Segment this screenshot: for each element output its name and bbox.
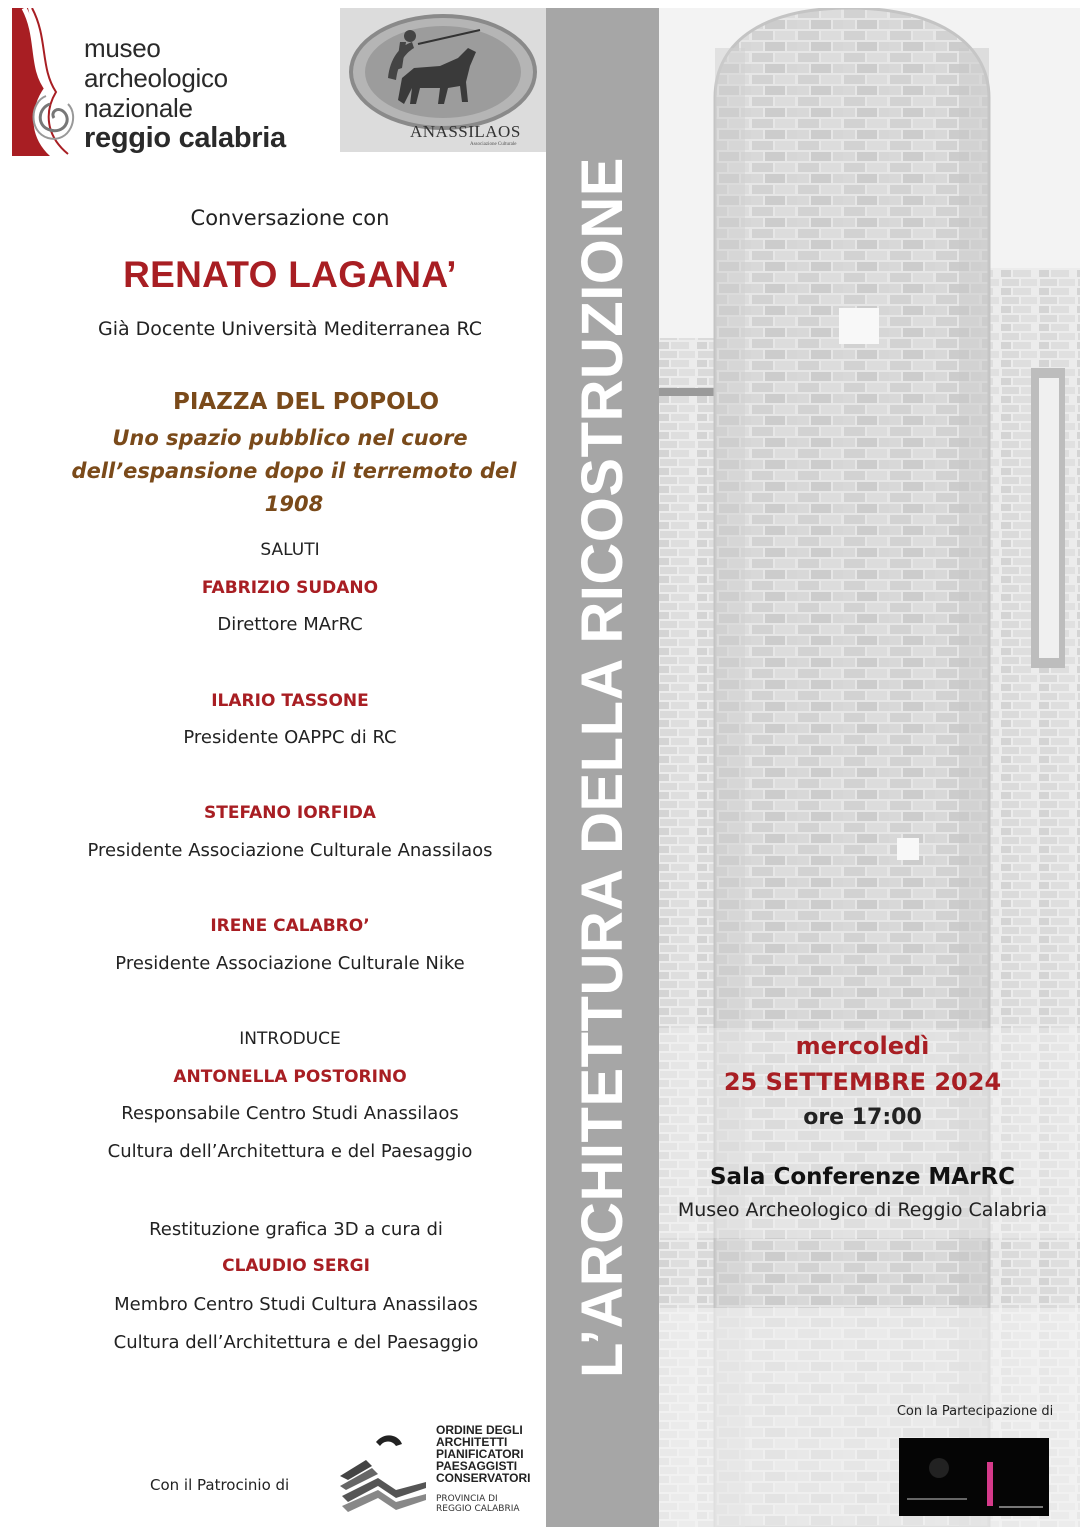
anassilaos-sub: Associazione Culturale <box>470 142 517 147</box>
graphics-author-role-1: Membro Centro Studi Cultura Anassilaos <box>114 1294 478 1315</box>
order-line: PAESAGGISTI <box>436 1459 518 1473</box>
patronage-label: Con il Patrocinio di <box>150 1476 290 1494</box>
introducer-role-1: Responsabile Centro Studi Anassilaos <box>121 1103 459 1124</box>
order-line: ORDINE DEGLI <box>436 1423 523 1437</box>
architects-order-logo-icon <box>336 1432 432 1516</box>
speaker-name: RENATO LAGANA’ <box>123 254 457 295</box>
order-line: ARCHITETTI <box>436 1435 508 1449</box>
order-line: CONSERVATORI <box>436 1471 531 1485</box>
greeting-person-role: Direttore MArRC <box>217 614 363 635</box>
anassilaos-logo <box>340 8 546 152</box>
order-sub-line: PROVINCIA DI <box>436 1494 498 1504</box>
architects-order-province <box>436 1494 520 1514</box>
introduction-label: INTRODUCE <box>239 1029 341 1049</box>
event-time: ore 17:00 <box>803 1105 922 1130</box>
order-sub-line: REGGIO CALABRIA <box>436 1504 520 1514</box>
museum-logo-text <box>84 33 286 153</box>
greeting-person-role: Presidente OAPPC di RC <box>183 727 397 748</box>
introducer-role-2: Cultura dell’Architettura e del Paesaggio <box>107 1141 473 1162</box>
graphics-label: Restituzione grafica 3D a cura di <box>149 1219 443 1240</box>
greeting-person-role: Presidente Associazione Culturale Nike <box>115 953 465 974</box>
stone-tower-image <box>659 8 1080 1527</box>
greeting-person-name: STEFANO IORFIDA <box>204 803 376 823</box>
greeting-person-role: Presidente Associazione Culturale Anassilaos <box>87 840 493 861</box>
topic-subtitle-2: dell’espansione dopo il terremoto del 1908 <box>71 459 517 516</box>
participation-label: Con la Partecipazione di <box>896 1404 1054 1419</box>
architects-order-name <box>436 1424 530 1484</box>
greeting-person-name: FABRIZIO SUDANO <box>201 578 379 598</box>
vertical-title <box>546 8 659 1527</box>
event-day: mercoledì <box>795 1032 930 1060</box>
logo-line-2: archeologico <box>84 63 228 93</box>
logo-line-4: reggio calabria <box>84 122 286 154</box>
nike-association-logo-icon <box>899 1438 1049 1516</box>
topic-title: PIAZZA DEL POPOLO <box>172 389 440 415</box>
partner-logo <box>899 1438 1049 1516</box>
logo-line-3: nazionale <box>84 93 193 123</box>
event-museum: Museo Archeologico di Reggio Calabria <box>677 1199 1048 1221</box>
greeting-person-name: ILARIO TASSONE <box>211 691 369 711</box>
museum-logo-icon <box>10 8 80 156</box>
intro-text: Conversazione con <box>190 206 390 230</box>
tower-photo <box>659 8 1080 1527</box>
event-date: 25 SETTEMBRE 2024 <box>723 1068 1002 1096</box>
logo-line-1: museo <box>84 33 161 63</box>
greetings-label: SALUTI <box>260 540 320 560</box>
greeting-person-name: IRENE CALABRO’ <box>210 916 370 936</box>
introducer-name: ANTONELLA POSTORINO <box>173 1067 407 1087</box>
graphics-author-name: CLAUDIO SERGI <box>222 1256 370 1276</box>
topic-subtitle-1: Uno spazio pubblico nel cuore <box>112 426 468 450</box>
vertical-title-text: L’ARCHITETTURA DELLA RICOSTRUZIONE <box>570 157 635 1378</box>
order-line: PIANIFICATORI <box>436 1447 524 1461</box>
graphics-author-role-2: Cultura dell’Architettura e del Paesaggio <box>113 1332 479 1353</box>
event-place: Sala Conferenze MArRC <box>709 1164 1016 1190</box>
speaker-role: Già Docente Università Mediterranea RC <box>97 318 482 340</box>
anassilaos-name: ANASSILAOS <box>410 122 521 141</box>
